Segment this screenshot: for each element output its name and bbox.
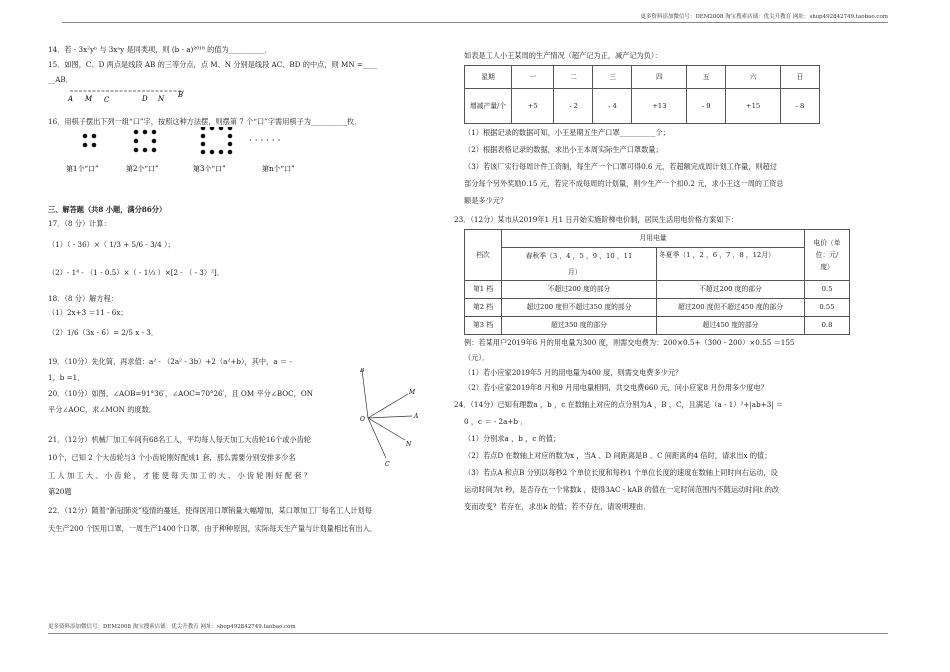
table-cell: +13 <box>632 89 687 124</box>
table-cell: 不超过200 度的部分 <box>502 281 657 299</box>
section-3-heading: 三、解答题（共8 小题，满分86分） <box>48 205 167 214</box>
question-18-title: 18．（8 分）解方程： <box>48 294 118 303</box>
table-cell: 星期 <box>465 66 512 89</box>
question-17-part1: （1）（ - 36）×（ 1/3 + 5/6 - 3/4 ）； <box>48 240 175 249</box>
table-cell: 超过350 度的部分 <box>502 317 657 335</box>
table-cell: 0.55 <box>805 299 850 317</box>
pattern-ellipsis: · · · · · · <box>249 136 281 146</box>
table-cell: - 8 <box>780 89 819 124</box>
question-21-line1: 21．（12分）机械厂加工车间有68名工人，平均每人每天加工大齿轮16个或小齿轮 <box>48 435 311 444</box>
table-cell: 档次 <box>465 230 502 281</box>
right-column <box>454 50 856 512</box>
price-table-row <box>465 317 850 335</box>
table-cell: 三 <box>593 66 632 89</box>
table-cell: 不超过200 度的部分 <box>657 281 805 299</box>
table-cell: 0.5 <box>805 281 850 299</box>
caption-2: 第2个“口” <box>126 165 159 173</box>
question-19-line1: 19．（10分）先化简，再求值：a² - （2a² - 3b）+2（a²+b），其中，a ＝ - <box>48 357 292 366</box>
spring-autumn-header <box>502 248 657 281</box>
question-22-line1: 22．（12分）随着“新冠肺炎”疫情的蔓延，使得医用口罩销量大幅增加，某口罩加工厂每名工人计划每 <box>48 506 372 515</box>
pattern-1 <box>83 134 97 148</box>
label-B: B <box>178 91 184 99</box>
table-cell: 增减产量/个 <box>465 89 512 124</box>
question-24-part3-line1: （3）若点A 和点B 分别以每秒2 个单位长度和每秒1 个单位长度的速度在数轴上同时向右运动，设 <box>464 468 778 477</box>
table-cell: 第3 档 <box>465 317 502 335</box>
question-18-part1: （1）2x+3 ＝11 - 6x； <box>48 308 128 317</box>
table-cell: 五 <box>687 66 726 89</box>
label-A: A <box>68 95 74 103</box>
question-24-line1: 24．（14分）已知有理数a ，b ，c 在数轴上对应的点分别为A ，B ，C，且满足（a - 1）²+|ab+3| ＝ <box>454 400 784 409</box>
vertex-label-O: O <box>360 416 365 423</box>
question-21-line3: 工 人 加 工 大 、 小 齿 轮 ， 才 能 使 每 天 加 工 的 大 、 小 齿 轮 刚 好 配 套 ？ <box>48 471 311 480</box>
production-table-row <box>465 89 820 124</box>
q22-part3-line3: 额是多少元？ <box>464 196 508 205</box>
table-cell: 0.8 <box>805 317 850 335</box>
question-21-line2: 10个，已知 2 个大齿轮与3 个小齿轮刚好配成1 套，那么需要分别安排多少名 <box>48 453 296 462</box>
q22-part3-line2: 部分每个另外奖励0.15 元，若完不成每周的计划量，则少生产一个扣0.2 元，求小王这一周的工资总 <box>464 179 784 188</box>
pattern-3 <box>201 127 233 154</box>
label-D: D <box>142 95 148 103</box>
question-24-part1: （1）分别求a ，b ，c 的值； <box>464 434 561 443</box>
table-cell: 超过200 度但不超过450 度的部分 <box>657 299 805 317</box>
question-20-line2: 平分∠AOC，求∠MON 的度数． <box>48 405 156 414</box>
angle-figure <box>360 368 440 472</box>
caption-n: 第n个“口” <box>262 165 295 173</box>
table-cell: 超过200 度但不超过350 度的部分 <box>502 299 657 317</box>
q23-part2: （2）若小应家2019年8 月和9 月用电量相同，共交电费660 元，问小应家8 月份用多少度电？ <box>464 383 768 392</box>
question-24-part2: （2）若点D 在数轴上对应的数为x ，当A 、D 间距离是B 、C 间距离的4 倍时，请求出x 的值； <box>464 451 772 460</box>
caption-1: 第1个“口” <box>66 165 99 173</box>
label-M: M <box>85 95 93 103</box>
question-14: 14．若 - 3x²yᵇ 与 3xᵃy 是同类项，则 (b - a)²⁰¹⁸ 的值为__________． <box>48 45 272 54</box>
label-C: C <box>104 96 110 104</box>
question-17-part2: （2）- 1⁴ - （1 - 0.5）×（ - 1⅓ ）×[2 - （ - 3）²]． <box>48 268 224 277</box>
question-23: 23．（12分）某市从2019年1 月1 日开始实施阶梯电价制，居民生活用电价格方案如下： <box>454 215 738 224</box>
summer-winter-header: 冬夏季（1 ，2 ，6 ，7 ，8 ，12月） <box>657 248 805 281</box>
question-24-line2: 0 ，c ＝ - 2a+b ． <box>464 417 528 426</box>
ray-label-A: A <box>414 413 419 420</box>
electricity-price-table <box>464 229 850 335</box>
figure-20-caption: 第20题 <box>48 487 72 496</box>
pattern-2 <box>134 130 157 153</box>
table-cell: - 4 <box>593 89 632 124</box>
label-N: N <box>158 95 165 103</box>
q22-part2: （2）根据表格记录的数据，求出小王本周实际生产口罩数量； <box>464 145 663 154</box>
page-header: 更多资料添加微信号：DEM2008 淘宝搜索店铺：优尖升教育 网址：shop492842749.taobao.com <box>640 14 888 20</box>
question-20-line1: 20．（10分）如图，∠AOB=91°36′，∠AOC=70°26′，且 OM 平分∠BOC，ON <box>48 389 314 398</box>
price-table-header-row <box>465 230 850 248</box>
ray-label-C: C <box>385 461 390 468</box>
chess-pattern-figure <box>48 127 348 179</box>
segment-figure <box>48 85 198 105</box>
header-rule <box>62 22 888 23</box>
q23-example-line2: （元）． <box>464 353 490 362</box>
question-19-line2: 1，b =1． <box>48 373 85 382</box>
table-cell: 四 <box>632 66 687 89</box>
price-header-line: 位：元/ <box>815 251 839 259</box>
ray-label-N: N <box>406 441 412 448</box>
question-17-title: 17．（8 分）计算： <box>48 219 111 228</box>
price-table-row <box>465 299 850 317</box>
table-cell: 超过450 度的部分 <box>657 317 805 335</box>
q22-part3-line1: （3）若该厂实行每周计件工资制，每生产一个口罩可得0.6 元，若超额完成周计划工作量，则超过 <box>464 162 777 171</box>
caption-3: 第3个“口” <box>193 165 226 173</box>
production-table-header <box>465 66 820 89</box>
season-line: 月） <box>568 268 582 276</box>
price-header-cell <box>805 230 850 281</box>
table-cell: 二 <box>554 66 593 89</box>
table-cell: +15 <box>726 89 781 124</box>
price-header-line: 电价（单 <box>813 239 841 247</box>
q23-part1: （1）若小应家2019年5 月的用电量为400 度，则需交电费多少元？ <box>464 368 683 377</box>
question-22-line2: 天生产200 个医用口罩，一周生产1400个口罩．由于种种原因，实际每天生产量与计划量相比有出入． <box>48 524 377 533</box>
table-cell: 月用电量 <box>502 230 805 248</box>
production-table <box>464 65 820 124</box>
price-table-subheader-row <box>465 248 850 281</box>
question-18-part2: （2）1/6（3x - 6）= 2/5 x - 3． <box>48 328 159 337</box>
table-cell: - 9 <box>687 89 726 124</box>
table-cell: - 2 <box>554 89 593 124</box>
season-line: 春秋季（3 ，4 ，5 ，9 ，10 ，11 <box>525 252 633 260</box>
table-cell: 六 <box>726 66 781 89</box>
price-table-row <box>465 281 850 299</box>
question-16: 16．用棋子摆出下列一组“口”字，按照这种方法摆，则摆第 7 个“口”字需用棋子为__________枚． <box>48 117 362 126</box>
q22-part1: （1）根据记录的数据可知，小王星期五生产口罩__________个； <box>464 128 670 137</box>
table-cell: 一 <box>512 66 554 89</box>
table-cell: 日 <box>780 66 819 89</box>
question-24-part3-line2: 运动时间为t 秒，是否存在一个常数k ，使得3AC - kAB 的值在一定时间范围内不随运动时间t 的改 <box>464 485 780 494</box>
footer-rule <box>48 633 888 634</box>
table-cell: +5 <box>512 89 554 124</box>
left-column <box>48 44 443 534</box>
page-footer: 更多资料添加微信号：DEM2008 淘宝搜索店铺：优尖升教育 网址：shop492842749.taobao.com <box>48 624 296 630</box>
question-24-part3-line3: 变而改变？若存在，求出k 的值；若不存在，请说明理由． <box>464 502 651 511</box>
ray-label-B: B <box>360 368 365 374</box>
price-header-line: 度） <box>820 263 834 271</box>
ray-label-M: M <box>409 389 416 396</box>
q23-example-line1: 例：若某用户2019年6 月的用电量为300 度，则需交电费为：200×0.5+（300 - 200）×0.55 ＝155 <box>464 338 795 347</box>
question-15-line1: 15．如图，C、D 两点是线段 AB 的三等分点，点 M、N 分别是线段 AC、BD 的中点，则 MN =____ <box>48 60 378 69</box>
table-cell: 第2 档 <box>465 299 502 317</box>
question-15-line2: __AB． <box>48 75 73 84</box>
q22-intro: 如表是工人小王某周的生产情况（超产记为正，减产记为负）： <box>464 51 662 60</box>
table-cell: 第1 档 <box>465 281 502 299</box>
